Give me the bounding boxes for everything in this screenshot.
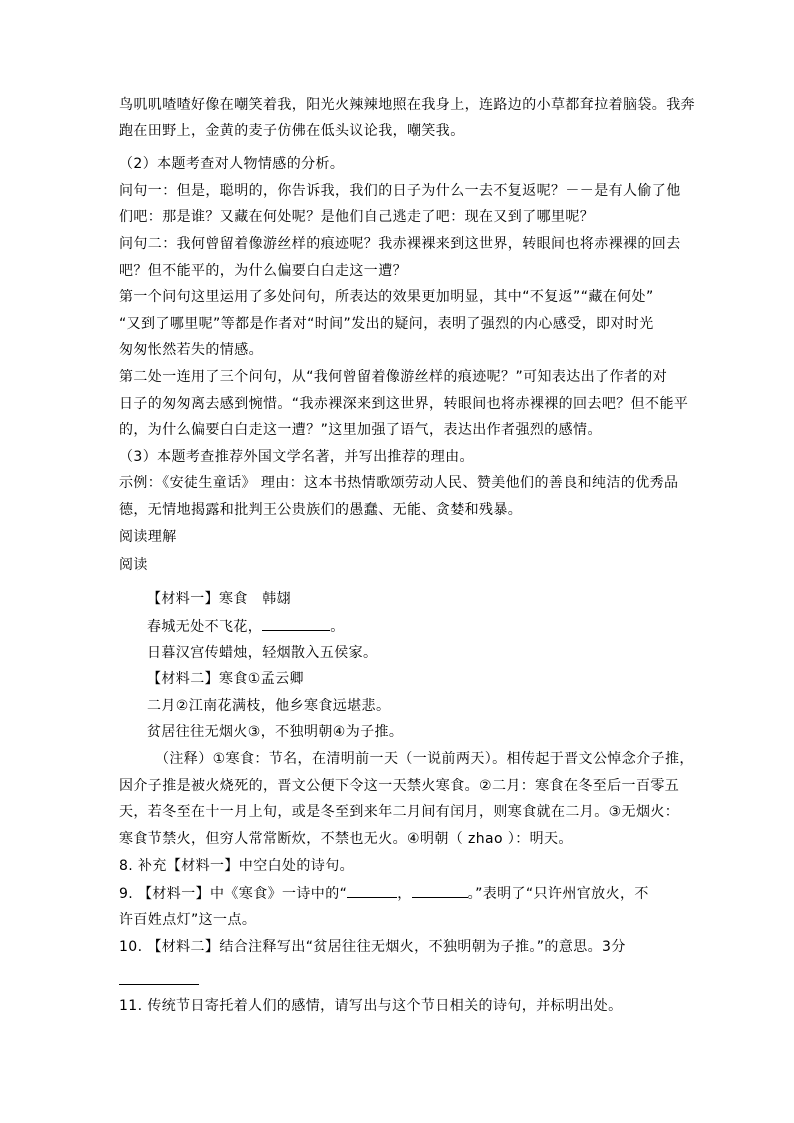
answer-line: 跑在田野上，金黄的麦子仿佛在低头议论我，嘲笑我。 bbox=[119, 123, 465, 139]
question-text: 。”表明了“只许州官放火，不 bbox=[467, 886, 649, 902]
question-10: 10. 【材料二】结合注释写出“贫居往往无烟火，不独明朝为子推。”的意思。3分 bbox=[119, 939, 626, 955]
question-11: 11. 传统节日寄托着人们的感情，请写出与这个节日相关的诗句，并标明出处。 bbox=[119, 998, 623, 1014]
fill-blank bbox=[347, 884, 397, 898]
answer-line: 问句一：但是，聪明的，你告诉我，我们的日子为什么一去不复返呢？－－是有人偷了他 bbox=[119, 183, 681, 199]
annotation-line: 因介子推是被火烧死的，晋文公便下令这一天禁火寒食。②二月：寒食在冬至后一百零五 bbox=[119, 778, 680, 794]
answer-line: 鸟叽叽喳喳好像在嘲笑着我，阳光火辣辣地照在我身上，连路边的小草都耷拉着脑袋。我奔 bbox=[119, 97, 695, 113]
poem-text: 。 bbox=[330, 619, 345, 635]
answer-line: 德，无情地揭露和批判王公贵族们的愚蠢、无能、贪婪和残暴。 bbox=[119, 502, 523, 518]
section-heading: 阅读 bbox=[119, 557, 148, 573]
question-9 bbox=[119, 884, 649, 903]
poem-text: 春城无处不飞花， bbox=[147, 619, 263, 635]
fill-blank bbox=[262, 617, 330, 631]
answer-line: 的，为什么偏要白白走这一遭？”这里加强了语气，表达出作者强烈的感情。 bbox=[119, 422, 602, 438]
question-9-cont: 许百姓点灯”这一点。 bbox=[119, 912, 257, 928]
answer-line: （3）本题考查推荐外国文学名著，并写出推荐的理由。 bbox=[119, 449, 474, 465]
fill-blank bbox=[412, 884, 468, 898]
poem-line: 贫居往往无烟火③，不独明朝④为子推。 bbox=[147, 724, 404, 740]
answer-line: 匆匆怅然若失的情感。 bbox=[119, 342, 263, 358]
answer-line: 日子的匆匆离去感到惋惜。“我赤裸深来到这世界，转眼间也将赤裸裸的回去吧？但不能平 bbox=[119, 396, 689, 412]
annotation-line: （注释）①寒食：节名，在清明前一天（一说前两天）。相传起于晋文公悼念介子推， bbox=[155, 751, 694, 767]
poem-title: 【材料一】寒食 韩翃 bbox=[147, 591, 291, 607]
question-text: ， bbox=[397, 886, 412, 902]
annotation-line: 寒食节禁火，但穷人常常断炊，不禁也无火。④明朝（ zhao ）：明天。 bbox=[119, 831, 573, 847]
poem-line bbox=[147, 617, 345, 636]
section-heading: 阅读理解 bbox=[119, 529, 177, 545]
poem-title: 【材料二】寒食①孟云卿 bbox=[147, 671, 304, 687]
question-text: 9. 【材料一】中《寒食》一诗中的“ bbox=[119, 886, 348, 902]
answer-line: 问句二：我何曾留着像游丝样的痕迹呢？我赤裸裸来到这世界，转眼间也将赤裸裸的回去 bbox=[119, 236, 681, 252]
answer-line: 示例：《安徒生童话》 理由：这本书热情歌颂劳动人民、赞美他们的善良和纯洁的优秀品 bbox=[119, 475, 679, 491]
answer-line: “又到了哪里呢”等都是作者对“时间”发出的疑问，表明了强烈的内心感受，即对时光 bbox=[119, 316, 654, 332]
poem-line: 二月②江南花满枝，他乡寒食远堪悲。 bbox=[147, 698, 391, 714]
answer-line-blank bbox=[119, 984, 199, 985]
answer-line: 第二处一连用了三个问句，从“我何曾留着像游丝样的痕迹呢？”可知表达出了作者的对 bbox=[119, 369, 668, 385]
answer-line: （2）本题考查对人物情感的分析。 bbox=[119, 156, 345, 172]
answer-line: 吧？但不能平的，为什么偏要白白走这一遭？ bbox=[119, 263, 407, 279]
annotation-line: 天，若冬至在十一月上旬，或是冬至到来年二月间有闰月，则寒食就在二月。③无烟火： bbox=[119, 804, 680, 820]
poem-line: 日暮汉宫传蜡烛，轻烟散入五侯家。 bbox=[147, 645, 378, 661]
answer-line: 第一个问句这里运用了多处问句，所表达的效果更加明显，其中“不复返”“藏在何处” bbox=[119, 289, 654, 305]
answer-line: 们吧：那是谁？又藏在何处呢？是他们自己逃走了吧：现在又到了哪里呢？ bbox=[119, 209, 595, 225]
question-8: 8. 补充【材料一】中空白处的诗句。 bbox=[119, 858, 355, 874]
